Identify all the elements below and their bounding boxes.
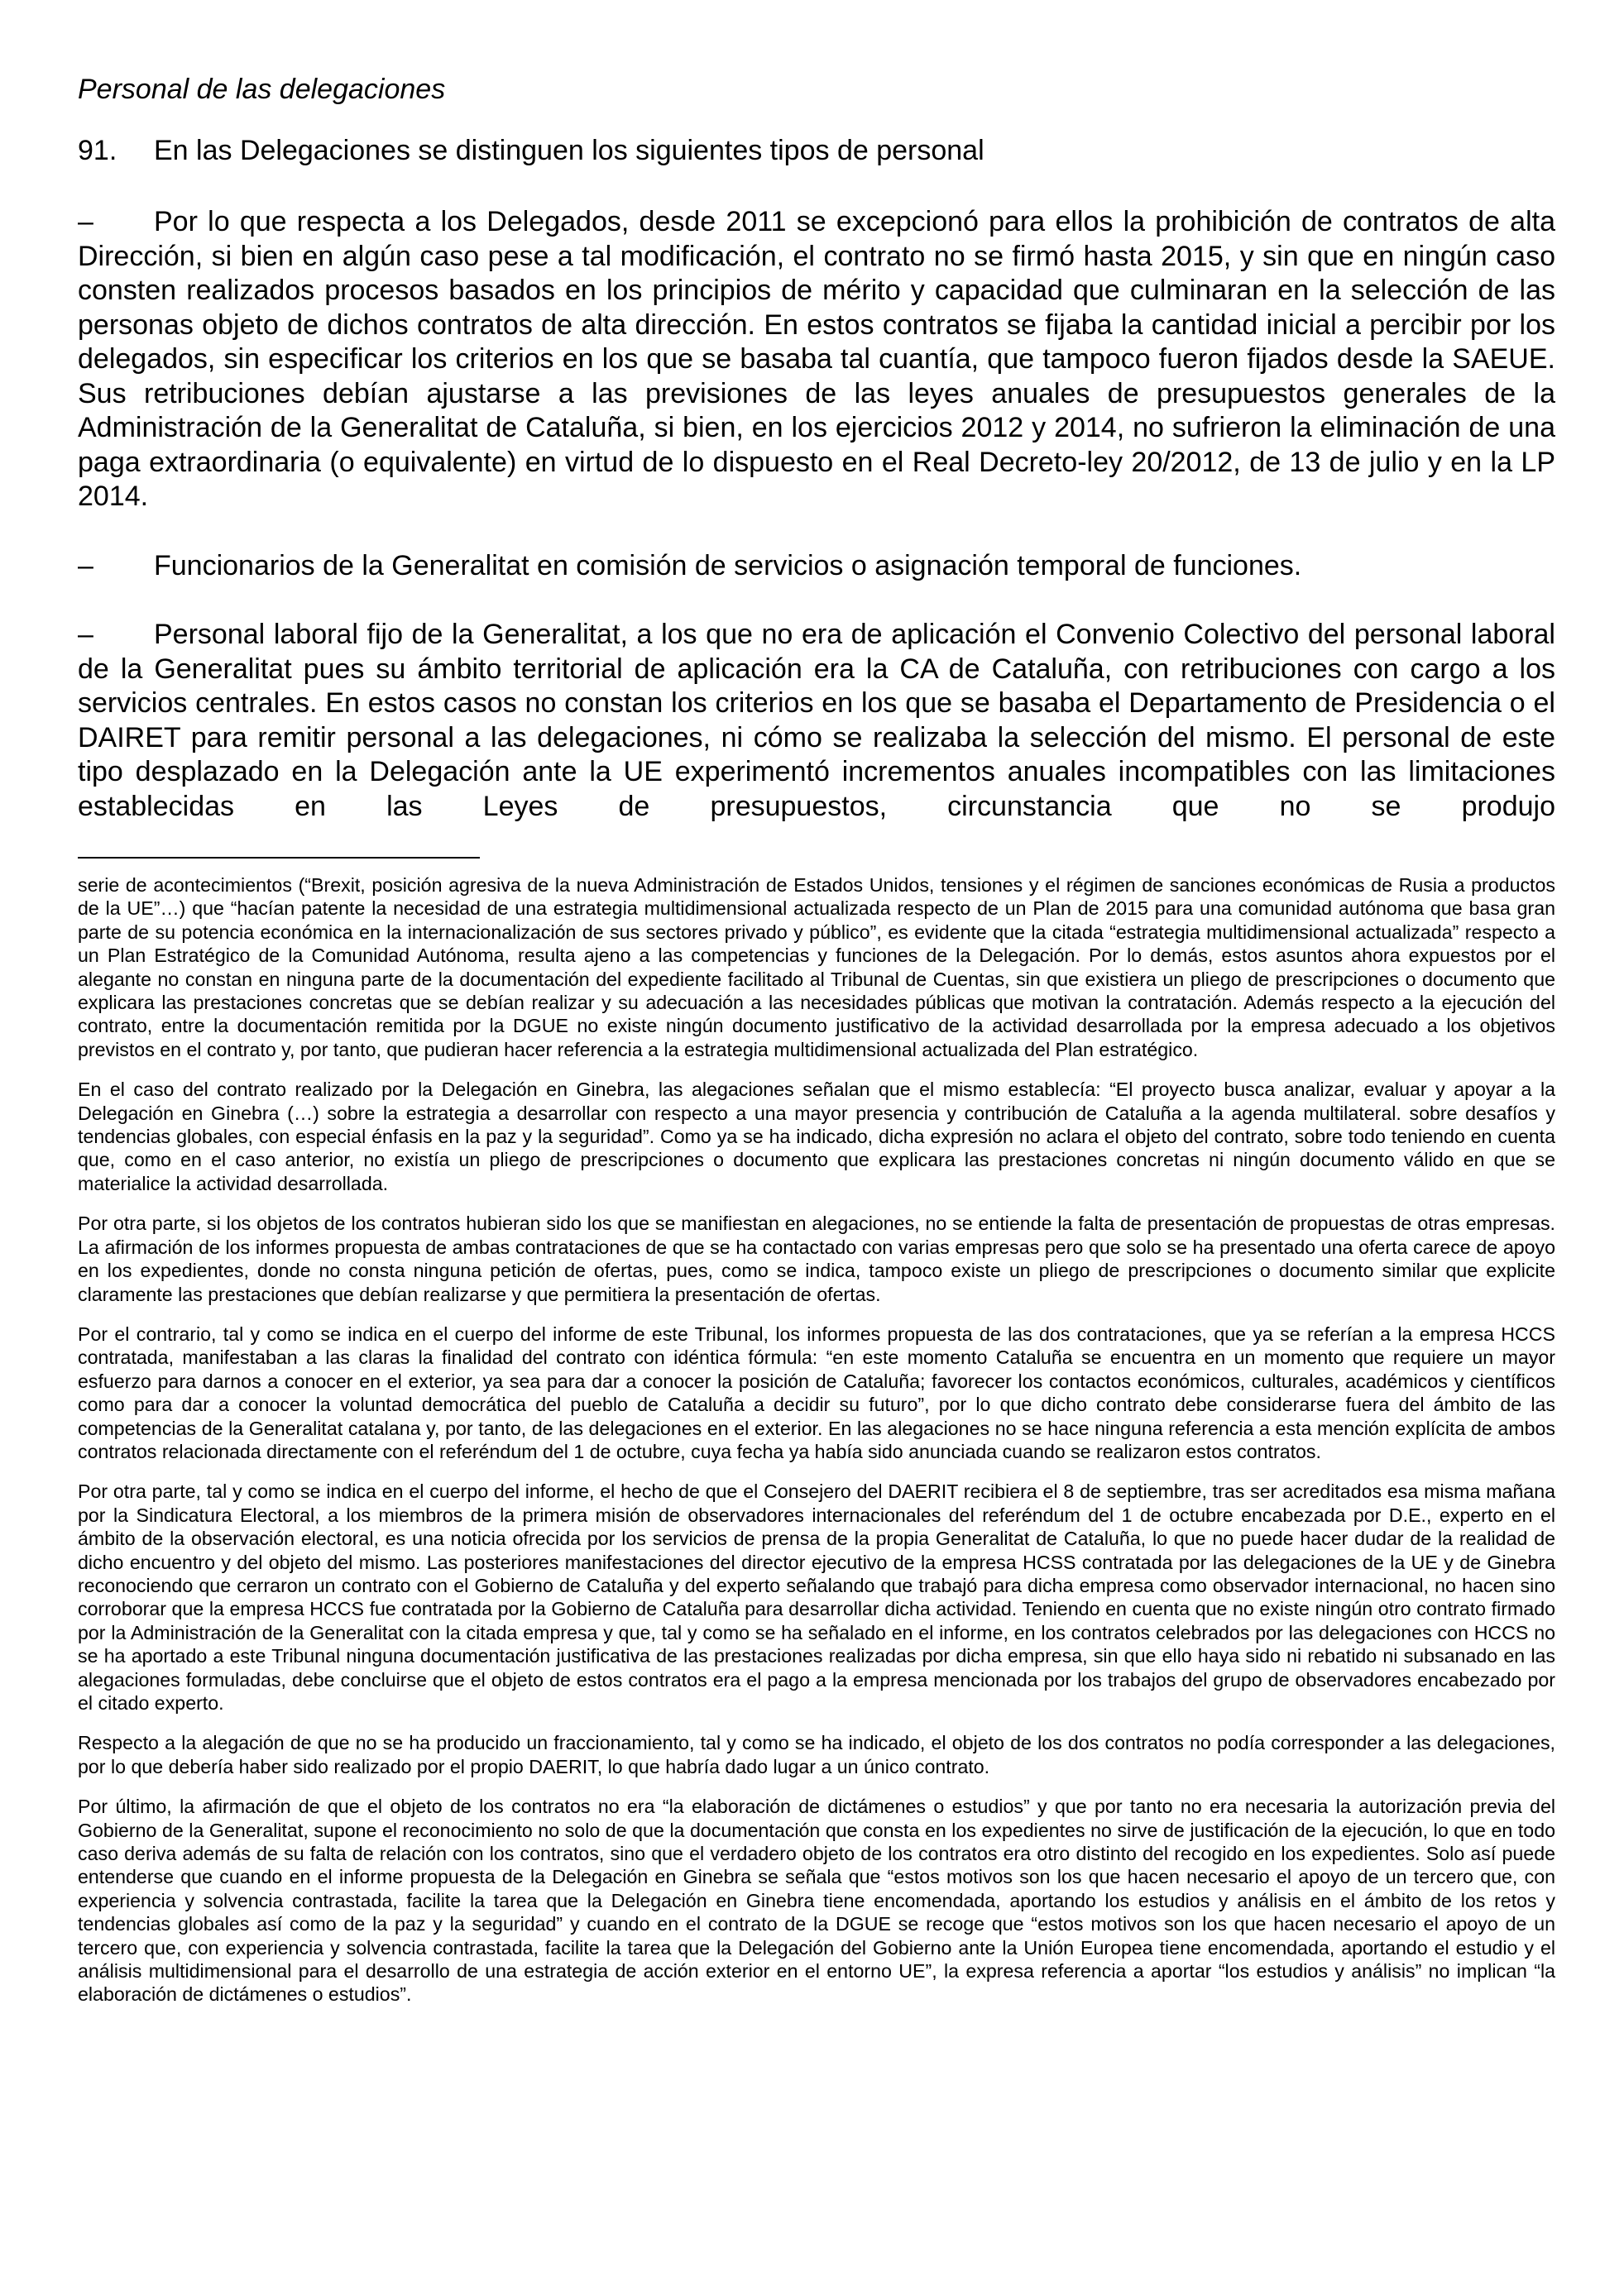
- paragraph-text: En las Delegaciones se distinguen los siguientes tipos de personal: [154, 135, 984, 166]
- section-title: Personal de las delegaciones: [78, 74, 446, 105]
- footnote-paragraph: Por último, la afirmación de que el objeto de los contratos no era “la elaboración de dictámenes o estudios” y que por tanto no era necesaria la autorización previa del Gobierno de la Generalitat, supone el reconocimiento no solo de que la documentación que consta en los expedientes no sirve de justificación de la ejecución, lo que en todo caso deriva además de su falta de relación con los contratos, sino que el verdadero objeto de los contratos era otro distinto del recogido en los expedientes. Solo así puede entenderse que cuando en el informe propuesta de la Delegación en Ginebra se señala que “estos motivos son los que hacen necesario el apoyo de un tercero que, con experiencia y solvencia contrastada, facilite la tarea que la Delegación en Ginebra tiene encomendada, aportando los estudios y análisis en el ámbito de los retos y tendencias globales así como de la paz y la seguridad” y cuando en el contrato de la DGUE se recoge que “estos motivos son los que hacen necesario el apoyo de un tercero que, con experiencia y solvencia contrastada, facilite la tarea que la Delegación del Gobierno ante la Unión Europea tiene encomendada, aportando el estudio y el análisis multidimensional para el desarrollo de una estrategia de acción exterior en el entorno UE”, la expresa referencia a aportar “los estudios y análisis” no implican “la elaboración de dictámenes o estudios”.: [78, 1796, 1555, 2006]
- footnote-paragraph: Por otra parte, si los objetos de los contratos hubieran sido los que se manifiestan en alegaciones, no se entiende la falta de presentación de propuestas de otras empresas. La afirmación de los informes propuesta de ambas contrataciones de que se ha contactado con varias empresas pero que solo se ha presentado una oferta carece de apoyo en los expedientes, donde no consta ninguna petición de ofertas, pues, como se indica, tampoco existe un pliego de prescripciones o documento similar que explicite claramente las prestaciones que debían realizarse y que permitiera la presentación de ofertas.: [78, 1213, 1555, 1305]
- bullet-personal-laboral: [78, 618, 1555, 824]
- dash-marker: –: [78, 549, 93, 581]
- paragraph-number: 91.: [78, 135, 117, 166]
- bullet-text: Por lo que respecta a los Delegados, desde 2011 se excepcionó para ellos la prohibición de contratos de alta Dirección, si bien en algún caso pese a tal modificación, el contrato no se firmó hasta 2015, y sin que en ningún caso consten realizados procesos basados en los principios de mérito y capacidad que culminaran en la selección de las personas objeto de dichos contratos de alta dirección. En estos contratos se fijaba la cantidad inicial a percibir por los delegados, sin especificar los criterios en los que se basaba tal cuantía, que tampoco fueron fijados desde la SAEUE. Sus retribuciones debían ajustarse a las previsiones de las leyes anuales de presupuestos generales de la Administración de la Generalitat de Cataluña, si bien, en los ejercicios 2012 y 2014, no sufrieron la eliminación de una paga extraordinaria (o equivalente) en virtud de lo dispuesto en el Real Decreto-ley 20/2012, de 13 de julio y en la LP 2014.: [78, 206, 1555, 512]
- footnote-paragraph: serie de acontecimientos (“Brexit, posición agresiva de la nueva Administración de Estados Unidos, tensiones y el régimen de sanciones económicas de Rusia a productos de la UE”…) que “hacían patente la necesidad de una estrategia multidimensional actualizada respecto de un Plan de 2015 para una comunidad autónoma que basa gran parte de su potencia económica en la internacionalización de sus sectores privado y público”, es evidente que la citada “estrategia multidimensional actualizada” respecto a un Plan Estratégico de la Comunidad Autónoma, resulta ajeno a las competencias y funciones de la Delegación. Por lo demás, estos asuntos ahora expuestos por el alegante no constan en ninguna parte de la documentación del expediente facilitado al Tribunal de Cuentas, sin que existiera un pliego de prescripciones o documento que explicara las prestaciones concretas que se debían realizar y su adecuación a las necesidades públicas que motivan la contratación. Además respecto a la ejecución del contrato, entre la documentación remitida por la DGUE no existe ningún documento justificativo de la actividad desarrollada por la empresa adecuado a los objetivos previstos en el contrato y, por tanto, que pudieran hacer referencia a la estrategia multidimensional actualizada del Plan estratégico.: [78, 874, 1555, 1060]
- paragraph-91: [78, 132, 1555, 169]
- footnotes: [78, 873, 1555, 2007]
- bullet-text: Personal laboral fijo de la Generalitat, a los que no era de aplicación el Convenio Colectivo del personal laboral de la Generalitat pues su ámbito territorial de aplicación era la CA de Cataluña, con retribuciones con cargo a los servicios centrales. En estos casos no constan los criterios en los que se basaba el Departamento de Presidencia o el DAIRET para remitir personal a las delegaciones, ni cómo se realizaba la selección del mismo. El personal de este tipo desplazado en la Delegación ante la UE experimentó incrementos anuales incompatibles con las limitaciones establecidas en las Leyes de presupuestos, circunstancia que no se produjo: [78, 619, 1555, 822]
- dash-marker: –: [78, 619, 93, 650]
- bullet-text: Funcionarios de la Generalitat en comisión de servicios o asignación temporal de funciones.: [154, 549, 1302, 581]
- bullet-funcionarios: [78, 549, 1555, 584]
- dash-marker: –: [78, 206, 93, 237]
- footnote-paragraph: Respecto a la alegación de que no se ha producido un fraccionamiento, tal y como se ha indicado, el objeto de los dos contratos no podía corresponder a las delegaciones, por lo que debería haber sido realizado por el propio DAERIT, lo que habría dado lugar a un único contrato.: [78, 1732, 1555, 1777]
- footnote-paragraph: Por el contrario, tal y como se indica en el cuerpo del informe de este Tribunal, los informes propuesta de las dos contrataciones, que ya se referían a la empresa HCCS contratada, manifestaban a las claras la finalidad del contrato con idéntica fórmula: “en este momento Cataluña se encuentra en un momento que requiere un mayor esfuerzo para darnos a conocer en el exterior, ya sea para dar a conocer la posición de Cataluña; favorecer los contactos económicos, culturales, académicos y científicos como para dar a conocer la voluntad democrática del pueblo de Cataluña a decidir su futuro”, por lo que dicho contrato debe considerarse fuera del ámbito de las competencias de la Generalitat catalana y, por tanto, de las delegaciones en el exterior. En las alegaciones no se hace ninguna referencia a esta mención explícita de ambos contratos relacionada directamente con el referéndum del 1 de octubre, cuya fecha ya había sido anunciada cuando se realizaron estos contratos.: [78, 1323, 1555, 1462]
- bullet-delegados: [78, 205, 1555, 514]
- footnote-paragraph: Por otra parte, tal y como se indica en el cuerpo del informe, el hecho de que el Consejero del DAERIT recibiera el 8 de septiembre, tras ser acreditados esa misma mañana por la Sindicatura Electoral, a los miembros de la primera misión de observadores internacionales del referéndum del 1 de octubre encabezada por D.E., experto en el ámbito de la observación electoral, es una noticia ofrecida por los servicios de prensa de la propia Generalitat de Cataluña, lo que no puede hacer dudar de la realidad de dicho encuentro y del objeto del mismo. Las posteriores manifestaciones del director ejecutivo de la empresa HCSS contratada por las delegaciones de la UE y de Ginebra reconociendo que cerraron un contrato con el Gobierno de Cataluña y del experto señalando que trabajó para dicha empresa como observador internacional, no hacen sino corroborar que la empresa HCCS fue contratada por la Gobierno de Cataluña para desarrollar dicha actividad. Teniendo en cuenta que no existe ningún otro contrato firmado por la Administración de la Generalitat con la citada empresa y que, tal y como se ha señalado en el informe, en los contratos celebrados por las delegaciones con HCCS no se ha aportado a este Tribunal ninguna documentación justificativa de las prestaciones realizadas por dicha empresa, sin que ello haya sido ni rebatido ni subsanado en las alegaciones formuladas, debe concluirse que el objeto de estos contratos era el pago a la empresa mencionada por los trabajos del grupo de observadores encabezado por el citado experto.: [78, 1480, 1555, 1714]
- footnote-paragraph: En el caso del contrato realizado por la Delegación en Ginebra, las alegaciones señalan que el mismo establecía: “El proyecto busca analizar, evaluar y apoyar a la Delegación en Ginebra (…) sobre la estrategia a desarrollar con respecto a una mayor presencia y contribución de Cataluña a la agenda multilateral. sobre desafíos y tendencias globales, con especial énfasis en la paz y la seguridad”. Como ya se ha indicado, dicha expresión no aclara el objeto del contrato, sobre todo teniendo en cuenta que, como en el caso anterior, no existía un pliego de prescripciones o documento que explicara las prestaciones concretas ni ningún documento válido en que se materialice la actividad desarrollada.: [78, 1079, 1555, 1194]
- footnote-separator: [78, 857, 480, 859]
- document-page: [78, 71, 1555, 2023]
